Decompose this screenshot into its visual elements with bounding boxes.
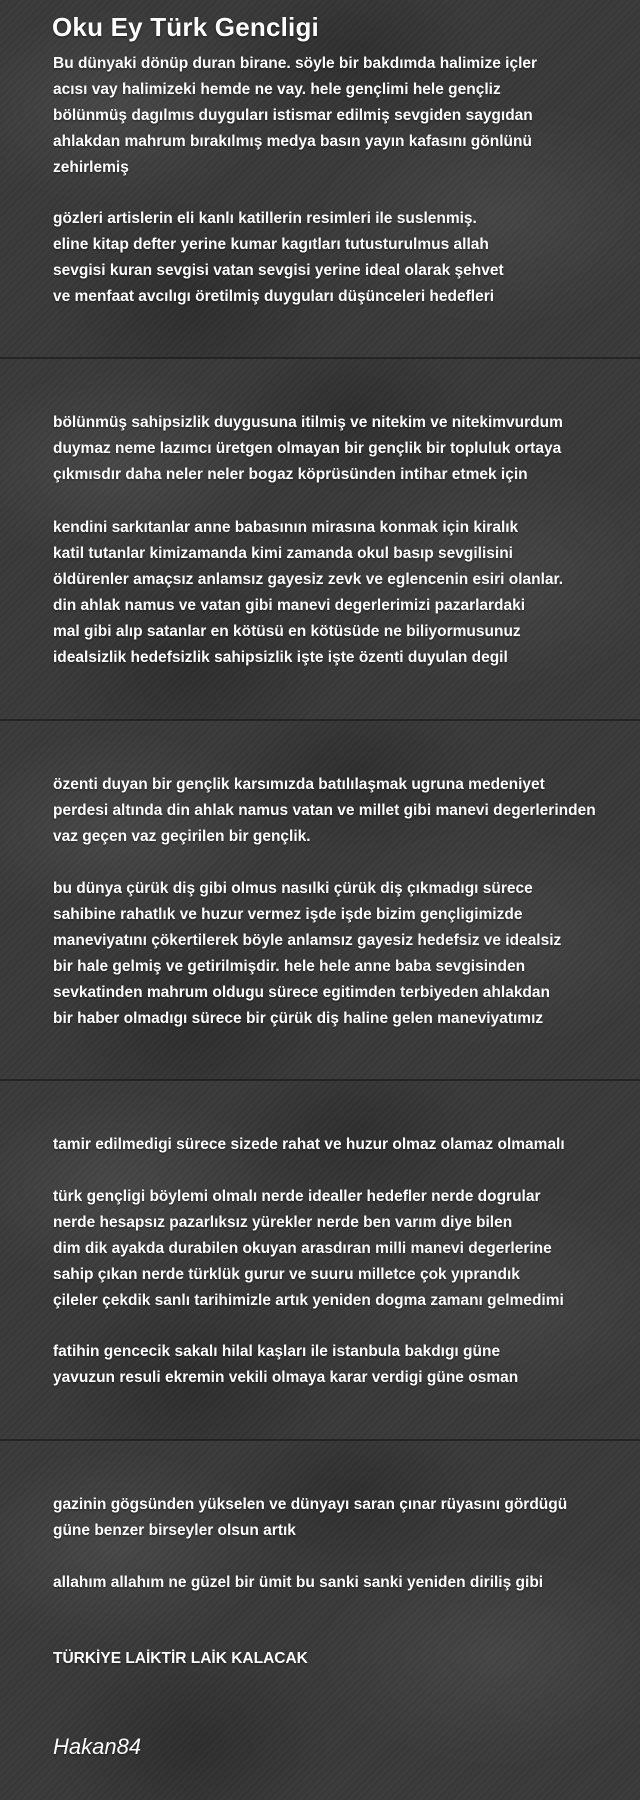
poem-line: Bu dünyaki dönüp duran birane. söyle bir bakdımda halimize içler [53,55,538,72]
poem-line: sahibine rahatlık ve huzur vermez işde işde bizim gençligimizde [53,906,523,923]
poem-line: tamir edilmedigi sürece sizede rahat ve huzur olmaz olamaz olmamalı [53,1136,565,1153]
poem-line: eline kitap defter yerine kumar kagıtları tutusturulmus allah [53,236,489,253]
poem-line: maneviyatını çökertilerek böyle anlamsız gayesiz hedefsiz ve idealsiz [53,932,562,949]
poem-line: bölünmüş dagılmıs duyguları istismar edilmiş sevgiden saygıdan [53,107,533,124]
stanza [53,1570,623,1596]
poem-line: özenti duyan bir gençlik karsımızda batılılaşmak ugruna medeniyet [53,776,545,793]
panel-divider [0,357,640,359]
panel-divider [0,719,640,721]
author-signature: Hakan84 [53,1734,142,1759]
poem-line: ve menfaat avcılıgı öretilmiş duyguları düşünceleri hedefleri [53,288,495,305]
stanza [53,515,623,671]
poem-line: mal gibi alıp satanlar en kötüsü en kötüsüde ne biliyormusunuz [53,623,521,640]
poem-line: fatihin gencecik sakalı hilal kaşları ile istanbula bakdıgı güne [53,1343,501,1360]
poem-line: katil tutanlar kimizamanda kimi zamanda okul basıp sevgilisini [53,545,513,562]
poem-line: duymaz neme lazımcı üretgen olmayan bir gençlik bir topluluk ortaya [53,440,562,457]
poem-line: vaz geçen vaz geçirilen bir gençlik. [53,828,311,845]
poem-line: gazinin gögsünden yükselen ve dünyayı saran çınar rüyasını gördügü [53,1496,568,1513]
stanza [53,1184,623,1314]
stanza [53,772,623,850]
poem-line: türk gençligi böylemi olmalı nerde idealler hedefler nerde dogrular [53,1188,541,1205]
poem-line: sahip çıkan nerde türklük gurur ve suuru milletce çok yıprandık [53,1266,520,1283]
poem-line: sevgisi kuran sevgisi vatan sevgisi yerine ideal olarak şehvet [53,262,504,279]
poem-line: bölünmüş sahipsizlik duygusuna itilmiş ve nitekim ve nitekimvurdum [53,414,563,431]
poem-line: sevkatinden mahrum oldugu sürece egitimden terbiyeden ahlakdan [53,984,550,1001]
poem-line: TÜRKİYE LAİKTİR LAİK KALACAK [53,1650,308,1667]
poem-line: bir haber olmadıgı sürece bir çürük diş haline gelen maneviyatımız [53,1010,544,1027]
stanza [53,1339,623,1391]
poem-line: allahım allahım ne güzel bir ümit bu sanki sanki yeniden diriliş gibi [53,1574,544,1591]
poem-line: gözleri artislerin eli kanlı katillerin resimleri ile suslenmiş. [53,210,477,227]
stanza [53,51,623,181]
poem-line: güne benzer birseyler olsun artık [53,1522,296,1539]
poem-line: idealsizlik hedefsizlik sahipsizlik işte işte özenti duyulan degil [53,649,508,666]
poem-line: nerde hesapsız pazarlıksız yürekler nerde ben varım diye bilen [53,1214,513,1231]
poem-line: bu dünya çürük diş gibi olmus nasılki çürük diş çıkmadıgı sürece [53,880,533,897]
poem-line: kendini sarkıtanlar anne babasının mirasına konmak için kiralık [53,519,519,536]
stanza [53,410,623,488]
stanza [53,206,623,310]
poem-line: bir hale gelmiş ve getirilmişdir. hele hele anne baba sevgisinden [53,958,526,975]
poem-line: zehirlemiş [53,159,129,176]
stanza [53,1646,623,1672]
poem-line: perdesi altında din ahlak namus vatan ve millet gibi manevi degerlerinden [53,802,596,819]
poem-line: öldürenler amaçsız anlamsız gayesiz zevk ve eglencenin esiri olanlar. [53,571,564,588]
panel-divider [0,1079,640,1081]
poem-line: acısı vay halimizeki hemde ne vay. hele gençlimi hele gençliz [53,81,501,98]
stanza [53,876,623,1032]
poem-line: çileler çekdik sanlı tarihimizle artık yeniden dogma zamanı gelmedimi [53,1292,564,1309]
poem-line: ahlakdan mahrum bırakılmış medya basın yayın kafasını gönlünü [53,133,532,150]
poem-line: çıkmısdır daha neler neler bogaz köprüsünden intihar etmek için [53,466,528,483]
poem-title: Oku Ey Türk Gencligi [52,12,319,42]
stanza [53,1132,623,1158]
stanza [53,1492,623,1544]
poem-line: din ahlak namus ve vatan gibi manevi degerlerimizi pazarlardaki [53,597,526,614]
panel-divider [0,1439,640,1441]
poem-line: yavuzun resuli ekremin vekili olmaya karar verdigi güne osman [53,1369,519,1386]
poem-line: dim dik ayakda durabilen okuyan arasdıran milli manevi degerlerine [53,1240,552,1257]
